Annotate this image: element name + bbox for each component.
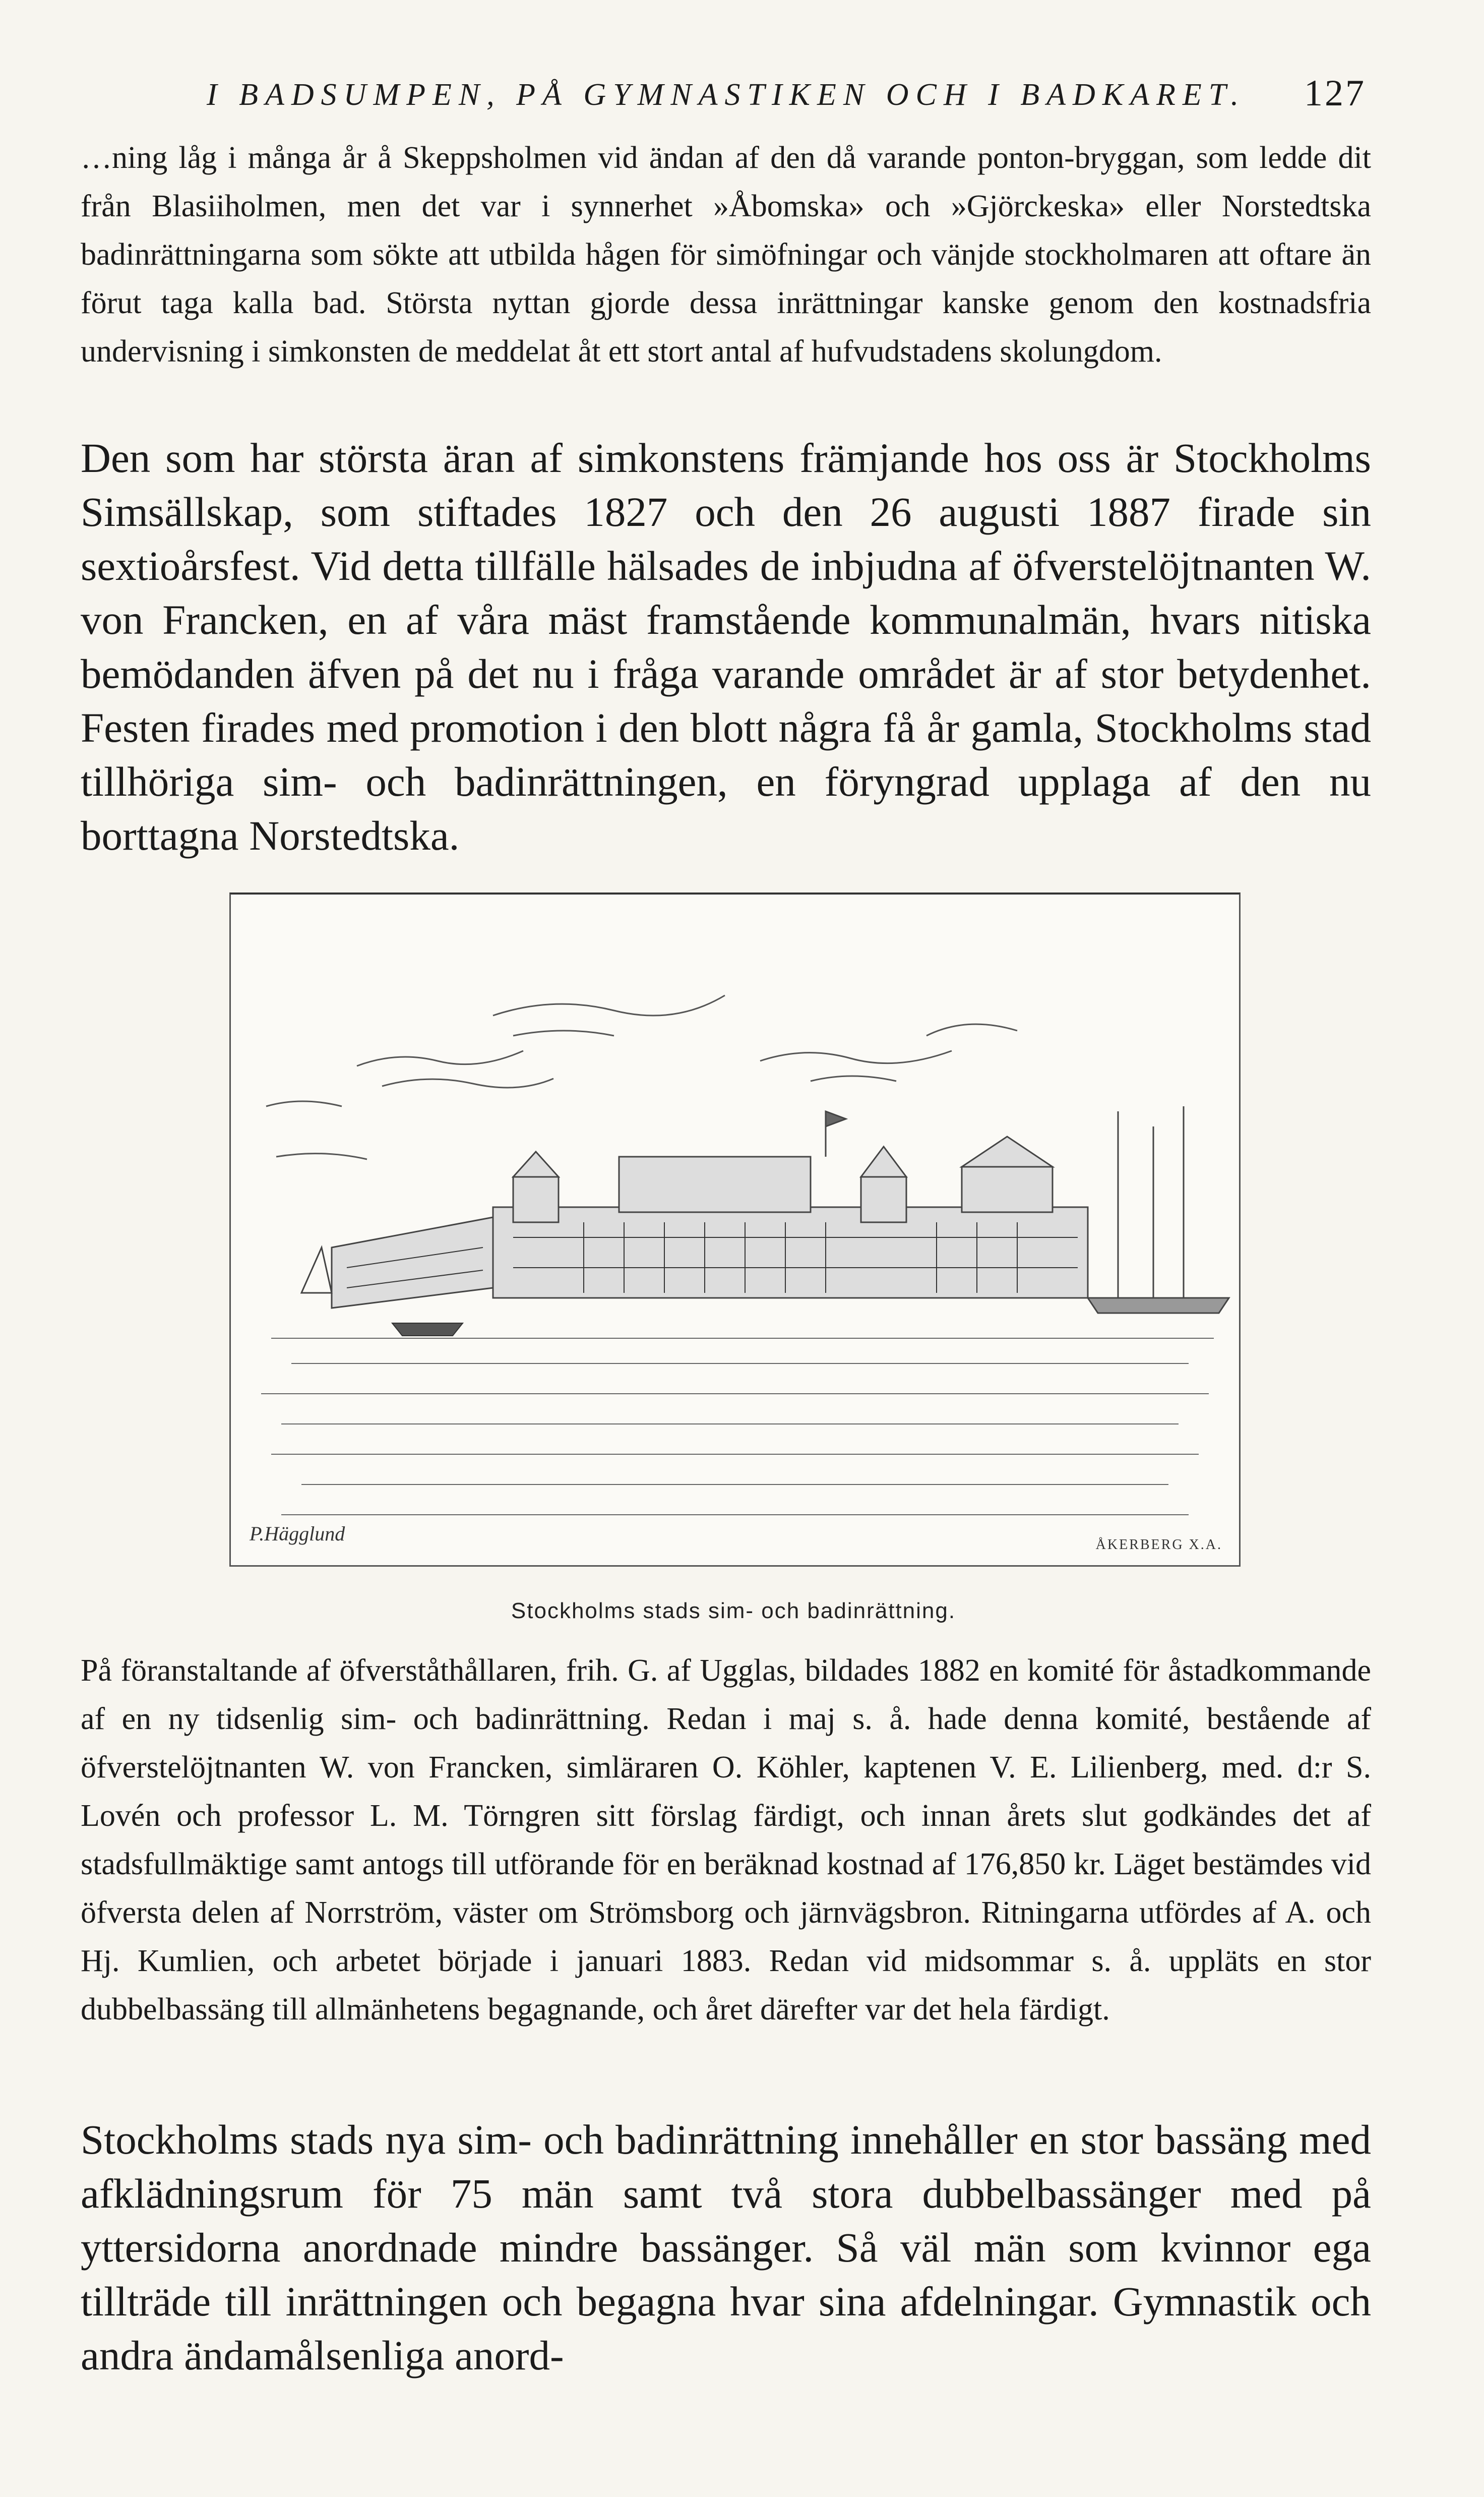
paragraph-3: På föranstaltande af öfverståthållaren, frih. G. af Ugglas, bildades 1882 en komité för åstadkommande af en ny tidsenlig sim- och badinrättning. Redan i maj s. å. hade denna komité, bestående af öfverstelöjtnanten W. von Francken, simläraren O. Köhler, kaptenen V. E. Lilienberg, med. d:r S. Lovén och professor L. M. Törngren sitt förslag färdigt, och innan årets slut godkändes det af stadsfullmäktige samt antogs till utförande för en beräknad kostnad af 176,850 kr. Läget bestämdes vid öfversta delen af Norrström, väster om Strömsborg och järnvägsbron. Ritningarna utfördes af A. och Hj. Kumlien, och arbetet började i januari 1883. Redan vid midsommar s. å. uppläts en stor dubbelbassäng till allmänhetens begagnande, och året därefter var det hela färdigt. bbox=[81, 1653, 1371, 2027]
bathhouse-illustration bbox=[229, 893, 1238, 1623]
figure-caption: Stockholms stads sim- och badinrättning. bbox=[511, 1598, 956, 1623]
page-header bbox=[166, 68, 1366, 124]
engraving-drawing bbox=[231, 895, 1239, 1565]
paragraph-2: Den som har största äran af simkonstens främjande hos oss är Stockholms Simsällskap, som stiftades 1827 och den 26 augusti 1887 firade sin sextioårsfest. Vid detta tillfälle hälsades de inbjudna af öfverstelöjtnanten W. von Francken, en af våra mäst framstående kommunalmän, hvars nitiska bemödanden äfven på det nu i fråga varande området är af stor betydenhet. Festen firades med promotion i den blott några få år gamla, Stockholms stad tillhöriga sim- och badinrättningen, en föryngrad upplaga af den nu borttagna Norstedtska. bbox=[81, 435, 1371, 859]
running-title: I BADSUMPEN, PÅ GYMNASTIKEN OCH I BADKARET. bbox=[207, 78, 1246, 112]
paragraph-1: …ning låg i många år å Skeppsholmen vid ändan af den då varande ponton-bryggan, som ledde dit från Blasiiholmen, men det var i synnerhet »Åbomska» och »Gjörckeska» eller Norstedtska badinrättningarna som sökte att utbilda hågen för simöfningar och vänjde stockholmaren att oftare än förut taga kalla bad. Största nyttan gjorde dessa inrättningar kanske genom den kostnadsfria undervisning i simkonsten de meddelat åt ett stort antal af hufvudstadens skolungdom. bbox=[81, 141, 1371, 369]
illustration-frame bbox=[229, 893, 1241, 1567]
engraver-signature-right: ÅKERBERG X.A. bbox=[1095, 1537, 1222, 1553]
page-number: 127 bbox=[1304, 73, 1366, 114]
sky-clouds bbox=[266, 995, 1017, 1159]
engraver-signature-left: P.Hägglund bbox=[250, 1522, 345, 1545]
bathhouse-building bbox=[332, 1111, 1088, 1308]
water-reflections bbox=[261, 1338, 1214, 1515]
small-boat bbox=[392, 1323, 463, 1336]
paragraph-4: Stockholms stads nya sim- och badinrättning innehåller en stor bassäng med afklädningsrum för 75 män samt två stora dubbelbassänger med på yttersidorna anordnade mindre bassänger. Så väl män som kvinnor ega tillträde till inrättningen och begagna hvar sina afdelningar. Gymnastik och andra ändamålsenliga anord- bbox=[81, 2116, 1371, 2379]
